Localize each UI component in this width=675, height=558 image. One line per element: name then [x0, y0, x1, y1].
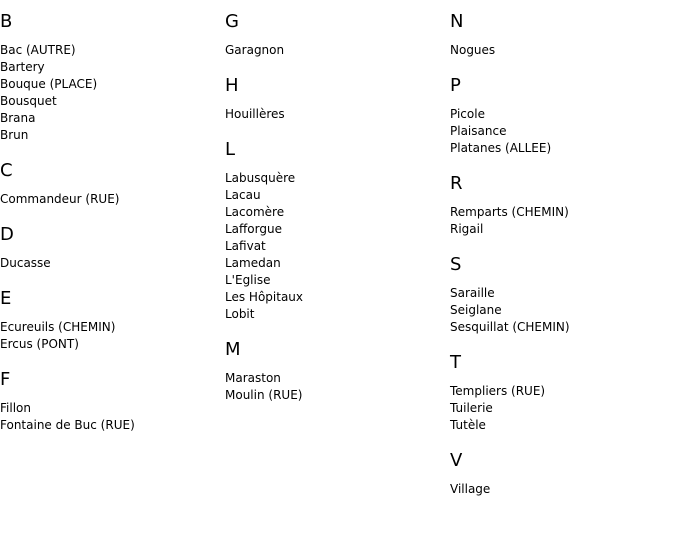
list-item — [0, 319, 225, 336]
list-item — [450, 417, 675, 434]
list-item — [225, 170, 450, 187]
list-item — [225, 204, 450, 221]
letter-group-m — [225, 339, 450, 404]
list-item — [225, 187, 450, 204]
letter-heading: M — [225, 339, 241, 360]
letter-heading: H — [225, 75, 239, 96]
street-link[interactable]: Lamedan — [225, 256, 281, 270]
street-link[interactable]: Picole — [450, 107, 485, 121]
list-item — [225, 387, 450, 404]
street-link[interactable]: Ecureuils (CHEMIN) — [0, 320, 116, 334]
list-item — [225, 42, 450, 59]
street-list — [225, 42, 450, 59]
list-item — [450, 302, 675, 319]
street-link[interactable]: Commandeur (RUE) — [0, 192, 120, 206]
street-link[interactable]: Lacau — [225, 188, 261, 202]
letter-heading: T — [450, 352, 461, 373]
list-item — [0, 417, 225, 434]
letter-group-p — [450, 75, 675, 157]
letter-heading: B — [0, 11, 13, 32]
letter-group-g — [225, 11, 450, 59]
list-item — [0, 110, 225, 127]
index-column-2 — [225, 0, 450, 420]
list-item — [450, 319, 675, 336]
street-link[interactable]: Saraille — [450, 286, 495, 300]
list-item — [450, 106, 675, 123]
letter-heading: C — [0, 160, 13, 181]
list-item — [450, 204, 675, 221]
street-link[interactable]: Bac (AUTRE) — [0, 43, 76, 57]
letter-heading: N — [450, 11, 464, 32]
letter-heading: V — [450, 450, 463, 471]
street-link[interactable]: Plaisance — [450, 124, 507, 138]
letter-group-t — [450, 352, 675, 434]
letter-heading: S — [450, 254, 462, 275]
letter-group-b — [0, 11, 225, 144]
street-link[interactable]: Lafforgue — [225, 222, 282, 236]
index-column-3 — [450, 0, 675, 514]
list-item — [450, 383, 675, 400]
street-list — [0, 319, 225, 353]
letter-heading: P — [450, 75, 461, 96]
letter-group-r — [450, 173, 675, 238]
letter-heading: F — [0, 369, 11, 390]
street-link[interactable]: Lobit — [225, 307, 255, 321]
list-item — [450, 42, 675, 59]
list-item — [450, 285, 675, 302]
street-list — [0, 42, 225, 144]
street-link[interactable]: Bouque (PLACE) — [0, 77, 98, 91]
list-item — [225, 306, 450, 323]
street-link[interactable]: Remparts (CHEMIN) — [450, 205, 569, 219]
list-item — [0, 93, 225, 110]
street-link[interactable]: Bousquet — [0, 94, 57, 108]
street-link[interactable]: Maraston — [225, 371, 281, 385]
street-link[interactable]: Houillères — [225, 107, 285, 121]
letter-group-e — [0, 288, 225, 353]
letter-heading: R — [450, 173, 463, 194]
street-link[interactable]: Les Hôpitaux — [225, 290, 304, 304]
street-link[interactable]: Seiglane — [450, 303, 502, 317]
street-link[interactable]: Rigail — [450, 222, 484, 236]
list-item — [450, 481, 675, 498]
list-item — [0, 400, 225, 417]
street-list — [450, 204, 675, 238]
letter-group-s — [450, 254, 675, 336]
street-list — [0, 400, 225, 434]
street-link[interactable]: Fillon — [0, 401, 31, 415]
letter-heading: G — [225, 11, 239, 32]
letter-group-v — [450, 450, 675, 498]
street-list — [450, 106, 675, 157]
street-list — [0, 255, 225, 272]
list-item — [225, 238, 450, 255]
list-item — [0, 127, 225, 144]
letter-group-f — [0, 369, 225, 434]
index-column-1 — [0, 0, 225, 450]
street-link[interactable]: Nogues — [450, 43, 496, 57]
list-item — [0, 76, 225, 93]
street-list — [450, 481, 675, 498]
list-item — [225, 370, 450, 387]
list-item — [0, 191, 225, 208]
list-item — [225, 272, 450, 289]
street-link[interactable]: Bartery — [0, 60, 45, 74]
street-link[interactable]: Platanes (ALLEE) — [450, 141, 552, 155]
list-item — [450, 140, 675, 157]
street-link[interactable]: Garagnon — [225, 43, 285, 57]
street-link[interactable]: Lacomère — [225, 205, 285, 219]
list-item — [0, 42, 225, 59]
list-item — [225, 255, 450, 272]
street-link[interactable]: Ercus (PONT) — [0, 337, 79, 351]
street-link[interactable]: Brun — [0, 128, 29, 142]
street-list — [450, 285, 675, 336]
letter-group-n — [450, 11, 675, 59]
street-link[interactable]: Sesquillat (CHEMIN) — [450, 320, 570, 334]
street-list — [450, 383, 675, 434]
street-list — [0, 191, 225, 208]
street-link[interactable]: Tutèle — [450, 418, 486, 432]
street-link[interactable]: Templiers (RUE) — [450, 384, 546, 398]
letter-group-c — [0, 160, 225, 208]
street-link[interactable]: Moulin (RUE) — [225, 388, 303, 402]
list-item — [0, 59, 225, 76]
street-link[interactable]: Lafivat — [225, 239, 266, 253]
street-link[interactable]: Village — [450, 482, 491, 496]
list-item — [450, 123, 675, 140]
street-link[interactable]: Ducasse — [0, 256, 51, 270]
letter-group-l — [225, 139, 450, 323]
street-list — [225, 170, 450, 323]
street-list — [225, 106, 450, 123]
letter-group-h — [225, 75, 450, 123]
letter-heading: D — [0, 224, 14, 245]
street-list — [450, 42, 675, 59]
list-item — [225, 106, 450, 123]
street-link[interactable]: Fontaine de Buc (RUE) — [0, 418, 135, 432]
street-link[interactable]: Brana — [0, 111, 36, 125]
street-link[interactable]: Labusquère — [225, 171, 296, 185]
letter-heading: E — [0, 288, 12, 309]
list-item — [225, 289, 450, 306]
street-link[interactable]: L'Eglise — [225, 273, 271, 287]
street-list — [225, 370, 450, 404]
letter-group-d — [0, 224, 225, 272]
list-item — [450, 221, 675, 238]
letter-heading: L — [225, 139, 236, 160]
list-item — [0, 255, 225, 272]
list-item — [450, 400, 675, 417]
street-link[interactable]: Tuilerie — [450, 401, 493, 415]
list-item — [225, 221, 450, 238]
list-item — [0, 336, 225, 353]
